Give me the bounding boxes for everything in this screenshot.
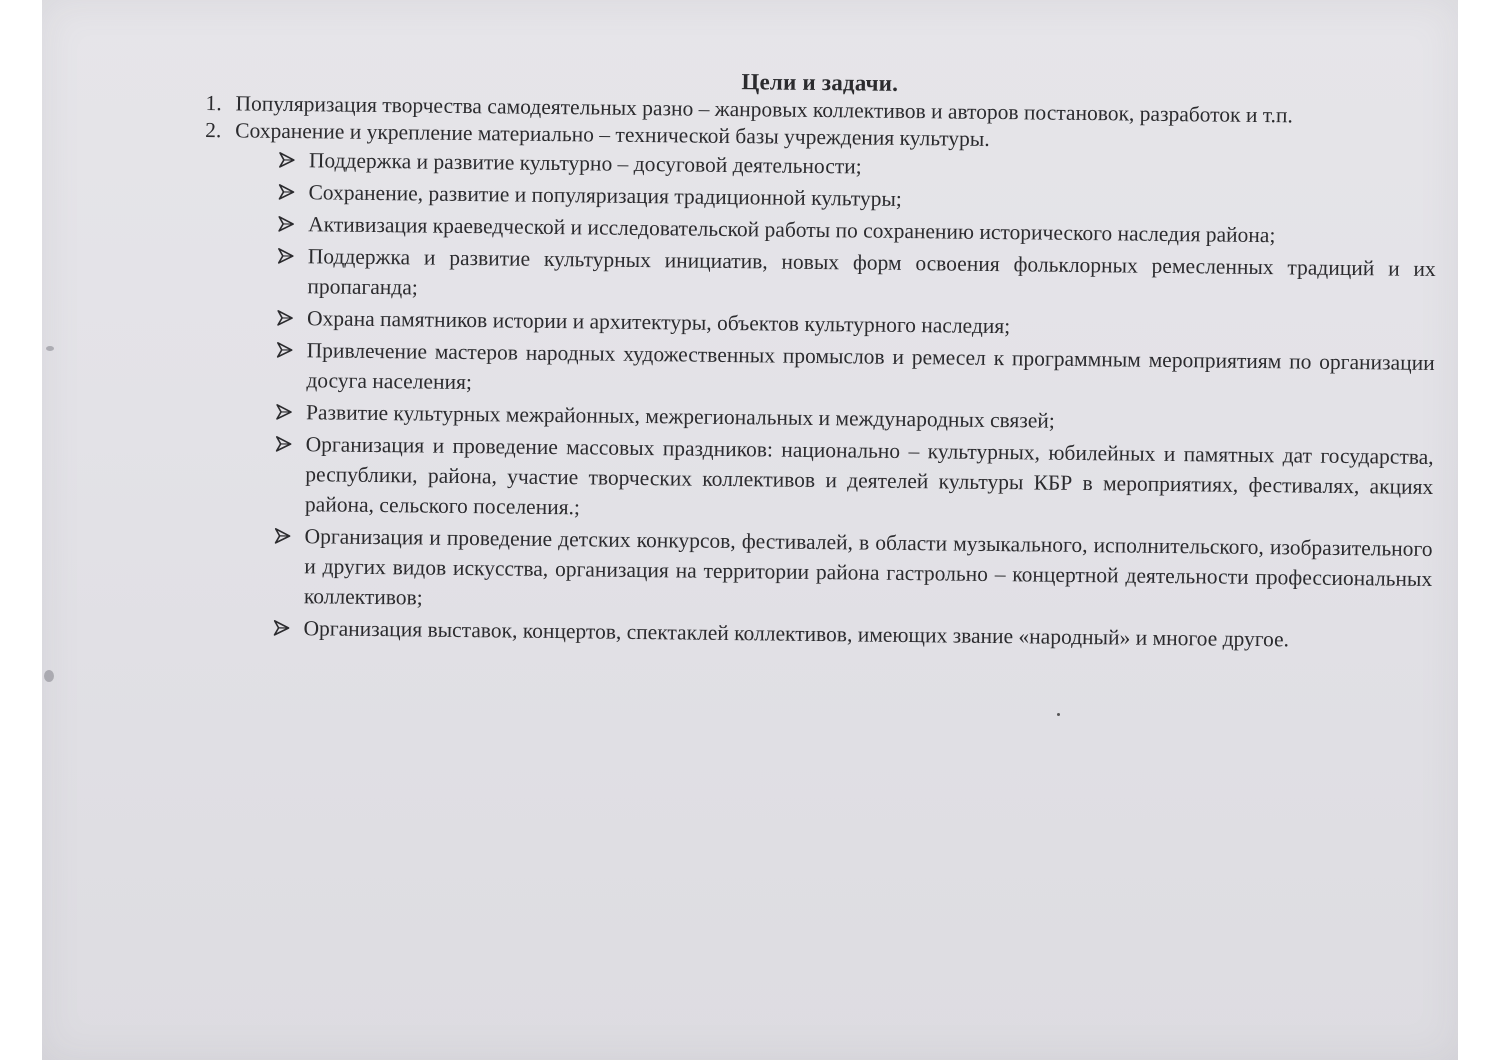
arrow-bullet-icon [273, 620, 289, 636]
bullet-text: Организация и проведение массовых праздников: национально – культурных, юбилейных и памятных дат государства, республики, района, участие творческих коллективов и деятелей культуры КБР в мероприятиях, фестивалях, акциях района, сельского поселения.; [304, 432, 1434, 520]
bullet-text: Привлечение мастеров народных художественных промыслов и ремесел к программным мероприятиям по организации досуга населения; [306, 338, 1435, 395]
paper-speck [1057, 713, 1060, 716]
arrow-bullet-icon [276, 436, 292, 452]
bullet-text: Организация и проведение детских конкурсов, фестивалей, в области музыкального, исполнительского, изобразительного и других видов искусства, организация на территории района гастрольно – концертной деятельности профессиональных коллективов; [303, 524, 1433, 610]
paper-mark [46, 346, 54, 351]
bullet-text: Поддержка и развитие культурных инициатив, новых форм освоения фольклорных ремесленных традиций и их пропаганда; [307, 244, 1436, 300]
bullet-item [275, 429, 1434, 532]
arrow-bullet-icon [279, 152, 295, 168]
item-text: Популяризация творчества самодеятельных разно – жанровых коллективов и авторов постановок, разработок и т.п. [235, 91, 1293, 128]
document-body [195, 62, 1438, 658]
bullet-text: Организация выставок, концертов, спектаклей коллективов, имеющих звание «народный» и многое другое. [303, 616, 1290, 652]
bullet-text: Охрана памятников истории и архитектуры, объектов культурного наследия; [306, 306, 1011, 339]
arrow-bullet-icon [278, 184, 294, 200]
bullet-text: Развитие культурных межрайонных, межрегиональных и международных связей; [305, 400, 1056, 433]
arrow-bullet-icon [275, 528, 291, 544]
arrow-bullet-icon [276, 404, 292, 420]
bullet-item [276, 335, 1435, 408]
item-number: 1. [205, 91, 222, 116]
item-text: Сохранение и укрепление материально – технической базы учреждения культуры. [235, 118, 990, 151]
bullet-text: Активизация краеведческой и исследовательской работы по сохранению исторического наследия района; [308, 212, 1276, 248]
arrow-bullet-icon [278, 216, 294, 232]
bullet-item [277, 241, 1436, 314]
bullet-text: Сохранение, развитие и популяризация традиционной культуры; [308, 180, 902, 211]
page-title: Цели и задачи. [741, 69, 899, 96]
bullet-text: Поддержка и развитие культурно – досуговой деятельности; [308, 148, 862, 179]
item-number: 2. [205, 118, 222, 143]
arrow-bullet-icon [277, 342, 293, 358]
bullet-list [195, 144, 1437, 656]
arrow-bullet-icon [277, 310, 293, 326]
bullet-item [274, 521, 1433, 624]
arrow-bullet-icon [278, 248, 294, 264]
paper-sheet [42, 0, 1458, 1060]
paper-mark [44, 670, 54, 682]
